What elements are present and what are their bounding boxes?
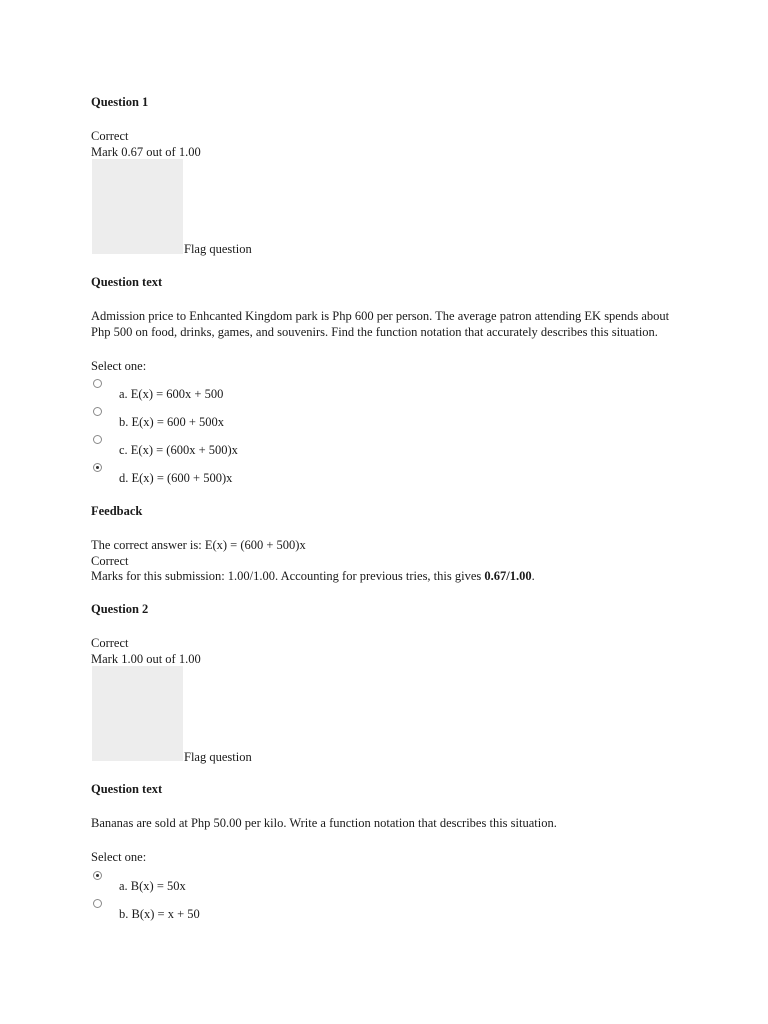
question-2-select-label: Select one: [91, 850, 147, 864]
question-1-marks-end: . [531, 569, 535, 583]
question-2-option-a-label[interactable]: a. B(x) = 50x [119, 879, 186, 893]
question-1-heading: Question 1 [91, 95, 149, 109]
flag-icon[interactable] [92, 159, 183, 254]
question-2-mark: Mark 1.00 out of 1.00 [91, 652, 201, 666]
question-2-flag-label[interactable]: Flag question [184, 750, 252, 764]
question-1-option-c-radio[interactable] [93, 435, 102, 444]
question-1-marks-text: Marks for this submission: 1.00/1.00. Accounting for previous tries, this gives [91, 569, 485, 583]
question-1-state: Correct [91, 129, 129, 143]
question-2-state: Correct [91, 636, 129, 650]
question-2-option-b-label[interactable]: b. B(x) = x + 50 [119, 907, 200, 921]
question-1-option-d-label[interactable]: d. E(x) = (600 + 500)x [119, 471, 233, 485]
flag-icon[interactable] [92, 666, 183, 761]
question-1-text-heading: Question text [91, 275, 163, 289]
question-1-marks-line [91, 568, 535, 584]
question-1-option-b-label[interactable]: b. E(x) = 600 + 500x [119, 415, 225, 429]
question-1-option-c-label[interactable]: c. E(x) = (600x + 500)x [119, 443, 238, 457]
question-2-option-b-radio[interactable] [93, 899, 102, 908]
question-1-feedback-heading: Feedback [91, 504, 143, 518]
question-2-text: Bananas are sold at Php 50.00 per kilo. Write a function notation that describes this situation. [91, 816, 557, 830]
question-1-option-d-radio[interactable] [93, 463, 102, 472]
question-1-option-b-radio[interactable] [93, 407, 102, 416]
question-1-option-a-radio[interactable] [93, 379, 102, 388]
question-2-heading: Question 2 [91, 602, 149, 616]
question-1-select-label: Select one: [91, 359, 147, 373]
question-1-feedback-state: Correct [91, 554, 129, 568]
question-1-mark: Mark 0.67 out of 1.00 [91, 145, 201, 159]
question-1-marks-total: 0.67/1.00 [484, 569, 532, 583]
question-1-flag-label[interactable]: Flag question [184, 242, 252, 256]
question-1-option-a-label[interactable]: a. E(x) = 600x + 500 [119, 387, 224, 401]
question-1-text: Admission price to Enhcanted Kingdom park is Php 600 per person. The average patron attending EK spends about Php 500 on food, drinks, games, and souvenirs. Find the function notation that accurately describes this situation. [91, 309, 670, 339]
question-2-option-a-radio[interactable] [93, 871, 102, 880]
question-2-text-heading: Question text [91, 782, 163, 796]
question-1-correct-answer: The correct answer is: E(x) = (600 + 500)x [91, 538, 306, 552]
